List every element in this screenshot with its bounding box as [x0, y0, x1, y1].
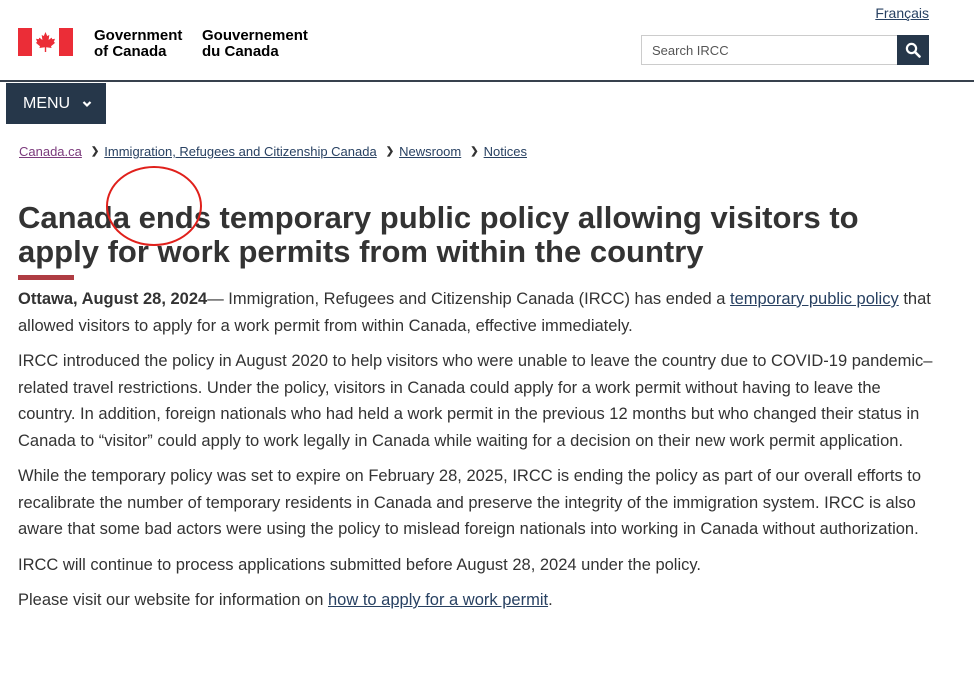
search-input[interactable]: [641, 35, 897, 65]
paragraph-text: that allowed visitors to apply for a work permit from within Canada, effective immediately.: [18, 290, 931, 335]
article-body: [18, 286, 938, 623]
dateline: Ottawa, August 28, 2024: [18, 290, 208, 308]
chevron-right-icon: ❯: [385, 146, 395, 157]
page-title: Canada ends temporary public policy allowing visitors to apply for work permits from within the country: [18, 200, 859, 269]
magnifier-icon: [905, 42, 921, 58]
breadcrumb-notices-link[interactable]: Notices: [483, 144, 527, 159]
signature-english-line1: Government: [94, 27, 183, 44]
breadcrumb: [19, 144, 527, 159]
title-underline-accent: [18, 275, 74, 280]
article-paragraph-4: IRCC will continue to process applications submitted before August 28, 2024 under the policy.: [18, 555, 702, 574]
signature-english: [94, 28, 184, 60]
signature-french-line1: Gouvernement: [202, 27, 308, 44]
breadcrumb-ircc-link[interactable]: Immigration, Refugees and Citizenship Canada: [104, 144, 377, 159]
chevron-down-icon: [82, 99, 92, 109]
article-paragraph-2: IRCC introduced the policy in August 2020 to help visitors who were unable to leave the country due to COVID-19 pandemic–related travel restrictions. Under the policy, visitors in Canada could apply for a work permit without having to leave the country. In addition, foreign nationals who had held a work permit in the previous 12 months but who changed their status in Canada to “visitor” could apply to work legally in Canada while waiting for a decision on their new work permit application.: [18, 352, 933, 450]
menu-label: MENU: [23, 94, 71, 112]
dateline-dash: —: [207, 290, 229, 308]
paragraph-text: .: [548, 591, 553, 609]
article-paragraph-3: While the temporary policy was set to expire on February 28, 2025, IRCC is ending the policy as part of our overall efforts to recalibrate the number of temporary residents in Canada and preserve the integrity of the immigration system. IRCC is also aware that some bad actors were using the policy to mislead foreign nationals into working in Canada without authorization.: [18, 467, 922, 538]
signature-french: [202, 28, 312, 60]
breadcrumb-newsroom-link[interactable]: Newsroom: [399, 144, 462, 159]
government-signature[interactable]: [18, 28, 312, 60]
signature-french-line2: du Canada: [202, 43, 279, 60]
site-header: [0, 0, 974, 82]
paragraph-text: Immigration, Refugees and Citizenship Canada (IRCC) has ended a: [228, 290, 730, 308]
breadcrumb-canada-link[interactable]: Canada.ca: [19, 144, 82, 159]
temporary-public-policy-link[interactable]: temporary public policy: [729, 290, 899, 308]
paragraph-text: Please visit our website for information on: [18, 591, 328, 609]
canada-flag-icon: [18, 28, 73, 56]
menu-button[interactable]: [6, 83, 106, 124]
language-toggle-link[interactable]: Français: [875, 5, 929, 21]
chevron-right-icon: ❯: [90, 146, 100, 157]
search-button[interactable]: [897, 35, 929, 65]
signature-english-line2: of Canada: [94, 43, 167, 60]
article-paragraph-1: [18, 286, 938, 339]
article-paragraph-5: [18, 587, 938, 614]
chevron-right-icon: ❯: [470, 146, 479, 157]
search-form: [641, 35, 929, 65]
how-to-apply-work-permit-link[interactable]: how to apply for a work permit: [327, 591, 549, 609]
